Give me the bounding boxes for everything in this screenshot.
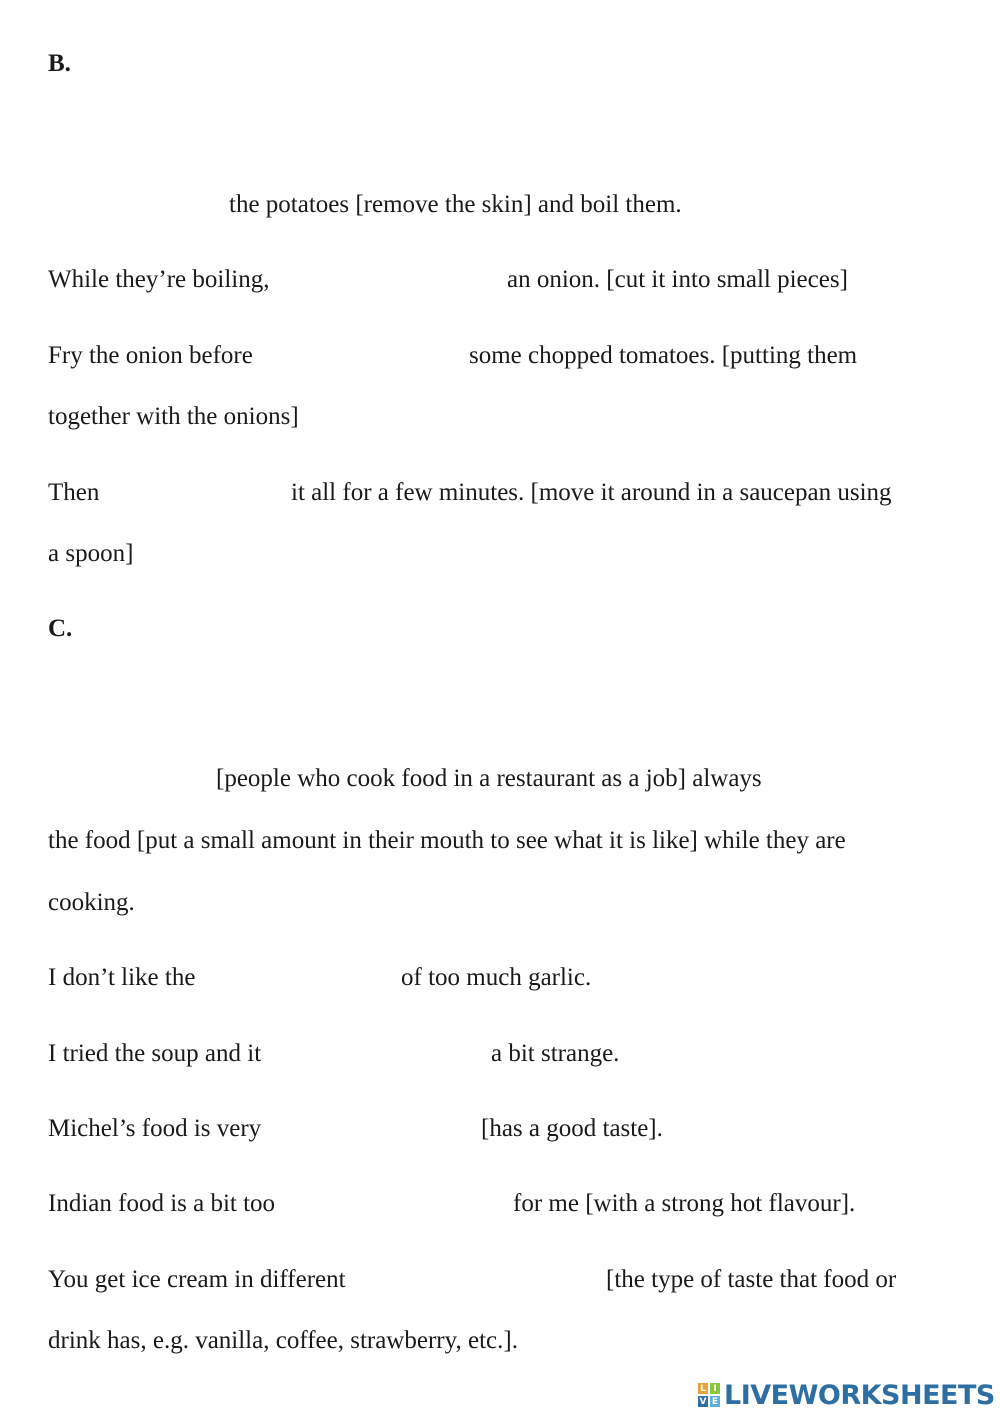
answer-blank-c1[interactable] bbox=[48, 761, 206, 795]
sentence-text: an onion. [cut it into small pieces] bbox=[507, 266, 848, 293]
answer-blank-c4[interactable] bbox=[284, 1036, 482, 1070]
sentence-text: some chopped tomatoes. [putting them bbox=[469, 342, 858, 369]
sentence-text: for me [with a strong hot flavour]. bbox=[513, 1190, 856, 1217]
sentence-text: Then bbox=[48, 479, 100, 506]
answer-blank-b2[interactable] bbox=[292, 262, 498, 296]
answer-blank-b3[interactable] bbox=[274, 338, 460, 372]
sentence-text: drink has, e.g. vanilla, coffee, strawberry, etc.]. bbox=[48, 1327, 518, 1354]
sentence-text: While they’re boiling, bbox=[48, 266, 270, 293]
logo-text: LIVEWORKSHEETS bbox=[724, 1379, 995, 1411]
section-b-heading: B. bbox=[48, 50, 71, 77]
sentence-text: [the type of taste that food or bbox=[606, 1266, 897, 1293]
sentence-text: You get ice cream in different bbox=[48, 1266, 346, 1293]
sentence-text: Indian food is a bit too bbox=[48, 1190, 276, 1217]
section-c-heading: C. bbox=[48, 615, 73, 642]
logo-mark-letter: L bbox=[697, 1382, 709, 1395]
sentence-text: [has a good taste]. bbox=[481, 1115, 663, 1142]
sentence-text: of too much garlic. bbox=[401, 964, 592, 991]
liveworksheets-logo bbox=[697, 1380, 995, 1410]
answer-blank-c5[interactable] bbox=[284, 1111, 472, 1145]
answer-blank-c6[interactable] bbox=[298, 1186, 504, 1220]
sentence-text: a bit strange. bbox=[491, 1040, 620, 1067]
sentence-text: a spoon] bbox=[48, 540, 134, 567]
sentence-text: Michel’s food is very bbox=[48, 1115, 262, 1142]
answer-blank-c2[interactable] bbox=[808, 761, 948, 795]
sentence-text: the potatoes [remove the skin] and boil them. bbox=[229, 191, 682, 218]
sentence-text: I don’t like the bbox=[48, 964, 196, 991]
answer-blank-c7[interactable] bbox=[378, 1262, 596, 1296]
logo-mark-letter: V bbox=[697, 1395, 709, 1408]
logo-mark-letter: I bbox=[709, 1382, 721, 1395]
sentence-text: the food [put a small amount in their mouth to see what it is like] while they are bbox=[48, 827, 846, 854]
sentence-text: together with the onions] bbox=[48, 403, 299, 430]
logo-mark-letter: E bbox=[709, 1395, 721, 1408]
logo-mark-icon bbox=[697, 1382, 721, 1408]
sentence-text: it all for a few minutes. [move it around in a saucepan using bbox=[291, 479, 892, 506]
sentence-text: I tried the soup and it bbox=[48, 1040, 262, 1067]
sentence-text: [people who cook food in a restaurant as a job] always bbox=[216, 765, 762, 792]
answer-blank-c3[interactable] bbox=[214, 960, 392, 994]
sentence-text: cooking. bbox=[48, 889, 135, 916]
answer-blank-b4[interactable] bbox=[110, 475, 282, 509]
answer-blank-b1[interactable] bbox=[48, 187, 220, 221]
sentence-text: Fry the onion before bbox=[48, 342, 253, 369]
